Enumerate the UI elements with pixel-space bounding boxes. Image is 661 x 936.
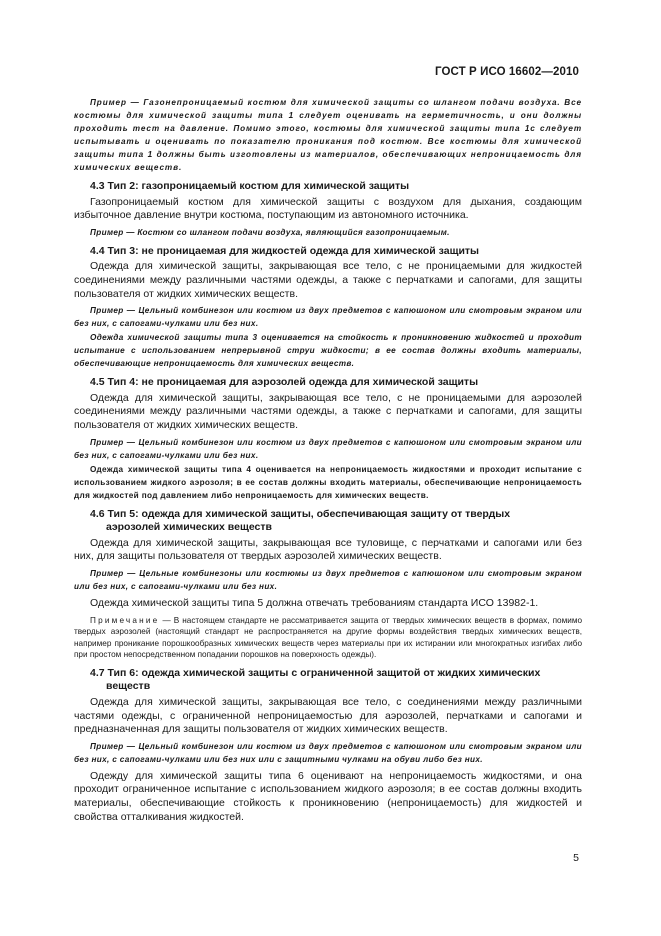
- section-4-5-example-note: Одежда химической защиты типа 4 оценивается на непроницаемость жидкостями и проходит испытание с использованием жидкого аэрозоля; в ее состав должны входить материалы, обеспечивающие непроницаемость для жидкостей под давлением либо непроницаемость для химических веществ.: [74, 464, 582, 500]
- section-4-4-paragraph: Одежда для химической защиты, закрывающая все тело, с не проницаемыми для жидкостей соединениями между различными частями одежды, а также с перчатками и сапогами, для защиты пользователя от жидких химических веществ.: [74, 260, 582, 300]
- section-4-5-heading: 4.5 Тип 4: не проницаемая для аэрозолей одежда для химической защиты: [90, 376, 479, 389]
- section-4-4-example-note: Одежда химической защиты типа 3 оценивается на стойкость к проникновению жидкостей и проходит испытание с использованием непрерывной струи жидкости; в ее состав должны входить материалы, обеспечивающие непроницаемость для химических веществ.: [74, 333, 582, 369]
- section-4-5-example: Пример — Цельный комбинезон или костюм из двух предметов с капюшоном или смотровым экраном или без них, с сапогами-чулками или без них.: [74, 437, 582, 460]
- section-4-7-example: Пример — Цельный комбинезон или костюм из двух предметов с капюшоном или смотровым экраном или без них, с сапогами-чулками или без них или с защитными чулками на обуви либо без них.: [74, 741, 582, 764]
- example-type1: Пример — Газонепроницаемый костюм для химической защиты со шлангом подачи воздуха. Все костюмы для химической защиты типа 1 следует оценивать на герметичность, и они должны проходить тест на давление. Помимо этого, костюмы для химической защиты типа 1с следует испытывать и оценивать по показателю проникания под костюм. Все костюмы для химической защиты типа 1 должны быть изготовлены из материалов, обеспечивающих непроницаемость для химических веществ.: [74, 98, 582, 172]
- section-4-7-heading-line2: веществ: [106, 680, 151, 693]
- note-text: — В настоящем стандарте не рассматривается защита от твердых химических веществ в формах, помимо твердых аэрозолей (настоящий стандарт не распространяется на другие формы воздействия твердых химических веществ, например проникание порошкообразных химических веществ через материалы при их истирании или многократных изгибах либо при простом непосредственном попадании порошков на поверхность одежды).: [74, 615, 582, 660]
- section-4-6-example: Пример — Цельные комбинезоны или костюмы из двух предметов с капюшоном или смотровым экраном или без них, с сапогами-чулками или без них.: [74, 568, 582, 591]
- section-4-7-heading: [74, 667, 582, 694]
- standard-header: ГОСТ Р ИСО 16602—2010: [434, 66, 579, 78]
- section-4-6-heading-line2: аэрозолей химических веществ: [106, 521, 272, 534]
- section-4-7-paragraph: Одежда для химической защиты, закрывающая все тело, с соединениями между различными частями одежды, с ограниченной непроницаемостью для аэрозолей, перчатками и сапогами и предназначенная для защиты пользователя от жидких химических веществ.: [74, 696, 582, 736]
- section-4-4-example: Пример — Цельный комбинезон или костюм из двух предметов с капюшоном или смотровым экраном или без них, с сапогами-чулками или без них.: [74, 306, 582, 329]
- section-4-7-evaluation: Одежду для химической защиты типа 6 оценивают на непроницаемость жидкостями, и она проходит ограниченное испытание с использованием жидкого аэрозоля; в ее состав должны входить материалы, обеспечивающие стойкость к проникновению (непроницаемость) для жидкостей и свойства отталкивания жидкостей.: [74, 769, 582, 823]
- section-4-5-paragraph: Одежда для химической защиты, закрывающая все тело, с не проницаемыми для аэрозолей соединениями между различными частями одежды, а также с перчатками и сапогами, для защиты пользователя от жидких химических веществ.: [74, 391, 582, 431]
- page-number: 5: [573, 852, 579, 864]
- section-4-3-example: Пример — Костюм со шлангом подачи воздуха, являющийся газопроницаемым.: [90, 227, 450, 237]
- section-4-3-paragraph: Газопроницаемый костюм для химической защиты с воздухом для дыхания, создающим избыточное давление внутри костюма, поступающим из автономного источника.: [74, 195, 582, 222]
- section-4-6-requirement: Одежда химической защиты типа 5 должна отвечать требованиям стандарта ИСО 13982-1.: [90, 596, 539, 609]
- section-4-6-paragraph: Одежда для химической защиты, закрывающая все туловище, с перчатками и сапогами или без них, для защиты пользователя от твердых аэрозолей химических веществ.: [74, 536, 582, 563]
- section-4-6-note: [74, 615, 582, 661]
- section-4-4-heading: 4.4 Тип 3: не проницаемая для жидкостей одежда для химической защиты: [90, 244, 480, 257]
- section-4-6-heading: [74, 508, 582, 535]
- note-label: Примечание: [90, 615, 160, 625]
- section-4-6-heading-line1: 4.6 Тип 5: одежда для химической защиты, обеспечивающая защиту от твердых: [90, 507, 511, 520]
- document-body: [74, 96, 582, 827]
- section-4-3-heading: 4.3 Тип 2: газопроницаемый костюм для химической защиты: [90, 180, 410, 192]
- section-4-7-heading-line1: 4.7 Тип 6: одежда химической защиты с ограниченной защитой от жидких химических: [90, 666, 541, 679]
